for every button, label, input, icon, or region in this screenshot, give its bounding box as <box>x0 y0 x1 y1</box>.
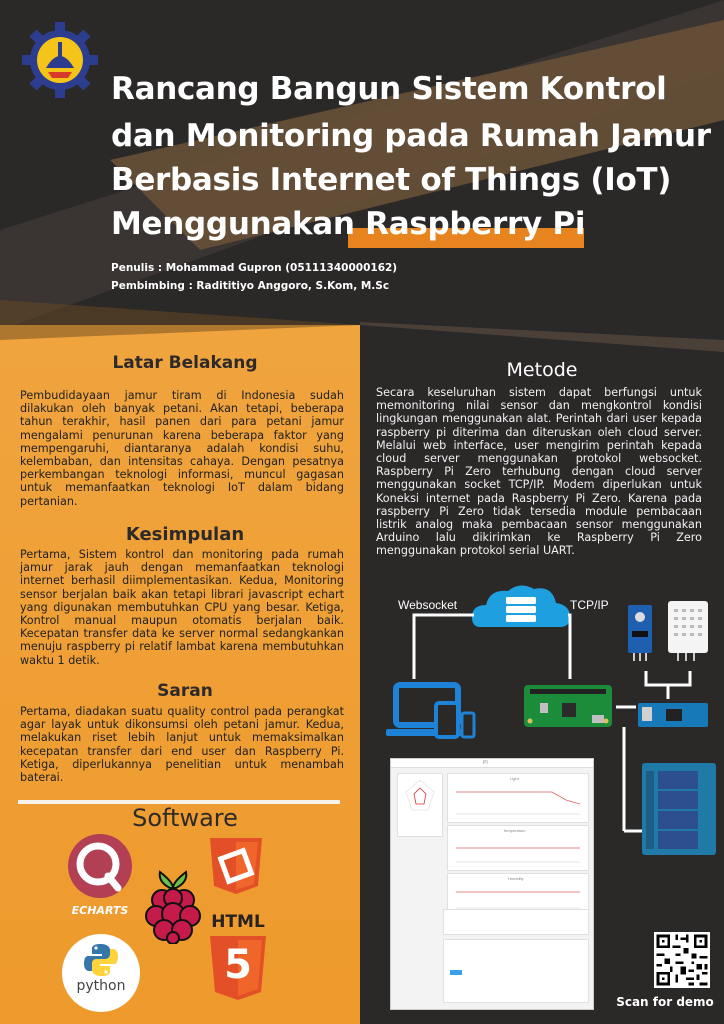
web-dashboard-screenshot <box>390 758 594 1010</box>
poster-title-line-4: Menggunakan Raspberry Pi <box>111 206 586 242</box>
radar-chart-icon <box>398 774 442 818</box>
tcpip-label: TCP/IP <box>570 598 609 612</box>
software-heading: Software <box>132 804 238 832</box>
scan-for-demo-label: Scan for demo <box>616 995 714 1009</box>
latar-belakang-text: Pembudidayaan jamur tiram di Indonesia sudah dilakukan oleh banyak petani. Akan tetapi, beberapa tahun terakhir, hasil panen dari para petani jamur mengalami penurunan karena beberapa faktor yang mempengaruhi, diantaranya adalah kondisi suhu, kelembaban, dan intensitas cahaya. Dengan pesatnya perkembangan teknologi informasi, muncul gagasan untuk memanfaatkan teknologi IoT dalam bidang pertanian. <box>20 389 344 508</box>
echarts-logo <box>60 832 140 917</box>
metode-text: Secara keseluruhan sistem dapat berfungsi untuk memonitoring nilai sensor dan mengkontrol kondisi lingkungan menggunakan alat. Perintah dari user kepada raspberry pi diterima dan diteruskan oleh cloud server. Melalui web interface, user mengirim perintah kepada cloud server menggunakan protokol websocket. Raspberry Pi Zero terhubung dengan cloud server menggunakan socket TCP/IP. Modem diperlukan untuk Koneksi internet pada Raspberry Pi Zero. Karena pada raspberry Pi Zero tidak tersedia module pembacaan listrik analog maka pembacaan sensor menggunakan Arduino lalu dikirimkan ke Raspberry Pi Zero menggunakan protokol serial UART. <box>376 386 702 558</box>
dashboard-tab-label: PI <box>483 760 488 766</box>
university-logo <box>22 22 98 98</box>
echarts-label: ECHARTS <box>71 904 129 917</box>
advisor-line: Pembimbing : Radititiyo Anggoro, S.Kom, M.Sc <box>111 280 390 292</box>
python-label: python <box>76 978 126 994</box>
websocket-label: Websocket <box>398 598 458 612</box>
raspberry-pi-zero-icon <box>524 685 612 727</box>
author-line: Penulis : Mohammad Gupron (05111340000162) <box>111 262 398 274</box>
saran-text: Pertama, diadakan suatu quality control pada perangkat agar layak untuk dikonsumsi oleh petani jamur. Kedua, melakukan riset lebih lanjut untuk memaksimalkan kecepatan transfer dari end user dan Raspberry Pi. Ketiga, diperlukannya penelitian untuk menambah baterai. <box>20 705 344 785</box>
temperature-chart-title: temperature <box>504 828 526 833</box>
echarts-icon <box>60 832 140 912</box>
kesimpulan-heading: Kesimpulan <box>125 524 245 545</box>
python-icon <box>83 942 119 978</box>
humidity-chart-line <box>456 884 580 910</box>
temperature-chart-card <box>447 825 589 871</box>
latar-belakang-heading: Latar Belakang <box>112 353 258 373</box>
python-logo <box>62 934 140 1012</box>
settings-save-button[interactable] <box>450 970 462 975</box>
poster-title-line-3: Berbasis Internet of Things (IoT) <box>111 162 672 198</box>
raspberry-pi-icon <box>138 868 208 944</box>
temperature-chart-line <box>456 836 580 864</box>
light-chart-title: Light <box>510 776 519 781</box>
qr-code[interactable] <box>654 932 710 988</box>
control-card <box>443 909 589 935</box>
humidity-chart-title: Humidity <box>508 876 524 881</box>
poster-title-line-1: Rancang Bangun Sistem Kontrol <box>111 71 667 107</box>
arduino-nano-icon <box>638 703 708 727</box>
radar-card <box>397 773 443 837</box>
light-chart-card <box>447 773 589 823</box>
kesimpulan-text: Pertama, Sistem kontrol dan monitoring pada rumah jamur jarak jauh dengan memanfaatkan teknologi internet berhasil diimplementasikan. Kedua, Monitoring sensor berjalan baik akan tetapi librari javascript echart yang digunakan membutuhkan CPU yang besar. Ketiga, Kontrol manual maupun otomatis berjalan baik. Kecepatan transfer data ke server normal sedangkankan menuju raspberry pi relatif lambat karena membutuhkan waktu 1 detik. <box>20 548 344 667</box>
cloud-server-icon <box>472 585 570 627</box>
laptop-devices-icon <box>386 685 474 737</box>
metode-heading: Metode <box>506 359 578 381</box>
html-rotated-icon <box>206 836 266 896</box>
html5-logo <box>206 934 270 1002</box>
poster-title-line-2: dan Monitoring pada Rumah Jamur <box>111 118 711 154</box>
html-label: HTML <box>211 912 265 932</box>
dashboard-topbar <box>391 759 593 768</box>
html5-number: 5 <box>224 942 252 988</box>
relay-board-icon <box>642 763 716 855</box>
saran-heading: Saran <box>157 681 213 701</box>
settings-card <box>443 939 589 1003</box>
sensor-modules-icon <box>628 601 708 661</box>
light-chart-line <box>456 784 580 816</box>
